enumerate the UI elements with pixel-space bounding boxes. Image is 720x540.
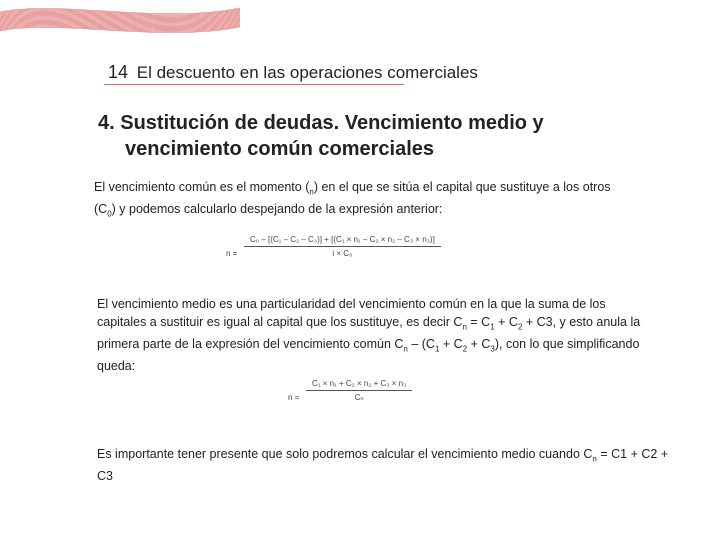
header-decoration bbox=[0, 0, 720, 40]
formula-numerator: C₀ – [(C₁ – C₂ – C₃)] + [(C₁ × n₁ – C₂ × n₂ – C₃ × n₃)] bbox=[250, 235, 435, 244]
formula-lhs: n = bbox=[226, 249, 238, 258]
formula-numerator: C₁ × n₁ + C₂ × n₂ + C₃ × n₃ bbox=[312, 379, 407, 388]
formula-denominator: Cₙ bbox=[354, 393, 364, 402]
section-title-line2: vencimiento común comerciales bbox=[125, 138, 435, 160]
section-title bbox=[98, 110, 698, 162]
formula-average-maturity bbox=[288, 379, 438, 415]
paragraph-average-maturity: El vencimiento medio es una particularidad del vencimiento común en la que la suma de los capitales a sustituir es igual al capital que los sustituye, es decir $C_n = C_1 + C_2 + C3$, y esto anula la primera parte de la expresión del vencimiento común $C_n - (C_1 + C_2 + C_3)$, con lo que simplificando queda: bbox=[97, 297, 641, 373]
paragraph-common-maturity: El vencimiento común es el momento $(_n)$ en el que se sitúa el capital que sustituye a los otros $(C_0)$ y podemos calcularlo despejando de la expresión anterior: bbox=[94, 180, 611, 219]
header-underline bbox=[104, 84, 404, 85]
formula-common-maturity bbox=[226, 235, 496, 273]
page-header bbox=[108, 62, 478, 83]
formula-lhs: n = bbox=[288, 393, 300, 402]
paragraph-note: Es importante tener presente que solo podremos calcular el vencimiento medio cuando $C_n = C1 + C2 + C3$ bbox=[97, 447, 669, 483]
page-number: 14 bbox=[108, 62, 129, 82]
chapter-title: El descuento en las operaciones comerciales bbox=[136, 63, 478, 82]
formula-denominator: i × C₀ bbox=[332, 249, 353, 258]
section-title-line1: 4. Sustitución de deudas. Vencimiento medio y bbox=[98, 112, 544, 134]
